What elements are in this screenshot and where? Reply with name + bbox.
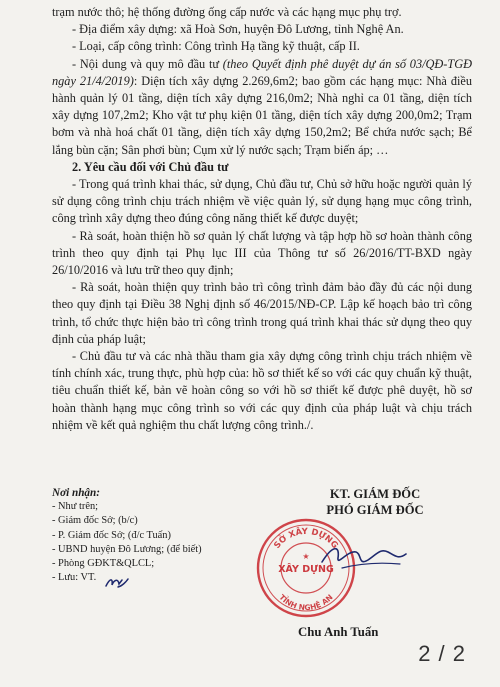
recipient-item: - Như trên; (52, 501, 99, 513)
recipient-item: - Giám đốc Sở; (b/c) (52, 515, 138, 527)
handwritten-signature-icon (318, 540, 408, 574)
page-indicator: 2 / 2 (418, 641, 466, 666)
scope-decision-reference: (theo Quyết định phê duyệt dự án số 03/QĐ-TGĐ ngày 21/4/2019) (52, 56, 472, 88)
svg-text:★: ★ (302, 552, 310, 561)
section-2-heading: 2. Yêu cầu đối với Chủ đầu tư (72, 159, 229, 174)
scope-details: : Diện tích xây dựng 2.269,6m2; bao gồm các hạng mục: Nhà điều hành quản lý 01 tầng, diện tích xây dựng 216,0m2; Nhà nghỉ ca 01 tầng, diện tích xây dựng 107,2m2; Kho vật tư phụ kiện 01 tầng, diện tích xây dựng 200,0m2; Trạm bơm và nhà hoá chất 01 tầng, diện tích xây dựng 150,2m2; Bể chứa nước sạch; Bể lắng bùn cặn; Sân phơi bùn; Cụm xử lý nước sạch; Trạm biến áp; … (52, 73, 472, 157)
section-2-item: - Chủ đầu tư và các nhà thầu tham gia xây dựng công trình chịu trách nhiệm về tính chính xác, trung thực, phù hợp của: hồ sơ thiết kế so với các quy chuẩn kỹ thuật, tiêu chuẩn thiết kế, bản vẽ hoàn công so với hồ sơ thiết kế được phê duyệt, hồ sơ hoàn thành hạng mục công trình so với các quy định của pháp luật và chịu trách nhiệm về kết quả nghiệm thu chất lượng công trình./. (52, 349, 472, 432)
section-2-item: - Rà soát, hoàn thiện quy trình bảo trì công trình đảm bảo đầy đủ các nội dung theo quy định tại Điều 38 Nghị định số 46/2015/NĐ-CP. Lập kế hoạch bảo trì công trình, tổ chức thực hiện bảo trì công trình trong quá trình khai thác sử dụng theo quy định của pháp luật; (52, 280, 472, 346)
signature-title-1: KT. GIÁM ĐỐC (329, 487, 421, 501)
recipient-item: - UBND huyện Đô Lương; (để biết) (52, 543, 202, 555)
seal-bottom-text: TỈNH NGHỆ AN (277, 592, 335, 613)
document-body (52, 4, 472, 434)
recipient-item: - Phòng GĐKT&QLCL; (52, 558, 155, 570)
seal-top-text: SỞ XÂY DỰNG (272, 526, 340, 551)
initial-mark-icon (104, 576, 130, 590)
signature-title-2: PHÓ GIÁM ĐỐC (326, 503, 424, 517)
text-line: - Loại, cấp công trình: Công trình Hạ tầng kỹ thuật, cấp II. (72, 39, 360, 54)
svg-text:TỈNH NGHỆ AN (277, 593, 334, 612)
scope-paragraph (52, 56, 472, 159)
recipient-item: - P. Giám đốc Sở; (đ/c Tuấn) (52, 529, 171, 541)
recipients-list (52, 486, 252, 585)
text-line: trạm nước thô; hệ thống đường ống cấp nước và các hạng mục phụ trợ. (52, 5, 402, 19)
seal-center-text: XÂY DỰNG (278, 564, 334, 575)
section-2-item: - Rà soát, hoàn thiện hồ sơ quản lý chất lượng và tập hợp hồ sơ hoàn thành công trình theo quy định tại Phụ lục III của Thông tư số 26/2016/TT-BXD ngày 26/10/2016 và lưu trữ theo quy định; (52, 228, 472, 278)
text-line: - Địa điểm xây dựng: xã Hoà Sơn, huyện Đô Lương, tỉnh Nghệ An. (72, 22, 404, 37)
recipient-item: - Lưu: VT. (52, 572, 97, 584)
recipients-title: Nơi nhận: (52, 487, 100, 499)
scope-prefix: - Nội dung và quy mô đầu tư (72, 56, 223, 71)
signer-name: Chu Anh Tuấn (298, 625, 379, 639)
section-2-item: - Trong quá trình khai thác, sử dụng, Chủ đầu tư, Chủ sở hữu hoặc người quản lý sử dụng công trình chịu trách nhiệm về việc quản lý, sử dụng hạng mục công trình, công trình xây dựng theo đúng công năng thiết kế được duyệt; (52, 177, 472, 226)
